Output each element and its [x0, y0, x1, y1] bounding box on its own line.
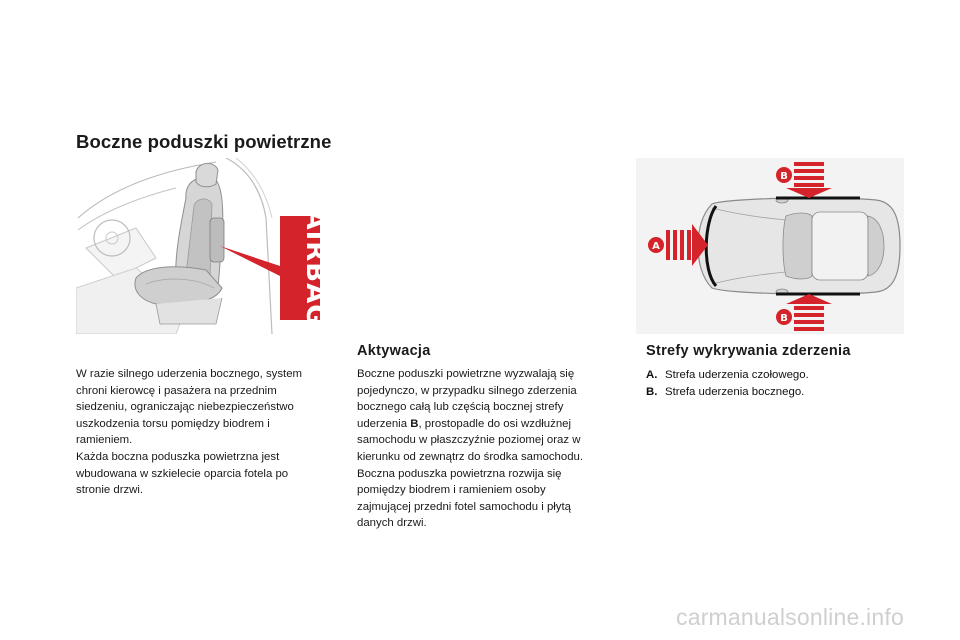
activation-text: uderzenia [357, 417, 411, 430]
activation-line: Boczna poduszka powietrzna rozwija się [357, 467, 562, 480]
zone-b-reference: B [410, 417, 419, 430]
seat-airbag-illustration [76, 158, 332, 334]
zones-list [646, 367, 809, 400]
activation-heading: Aktywacja [357, 343, 431, 359]
zone-b-bottom-badge: B [780, 313, 788, 324]
activation-paragraph [357, 366, 619, 532]
car-zones-illustration [636, 158, 904, 334]
zone-key: A. [646, 369, 658, 381]
zones-heading: Strefy wykrywania zderzenia [646, 343, 851, 359]
intro-line: stronie drzwi. [76, 484, 144, 497]
activation-line: danych drzwi. [357, 517, 427, 530]
intro-paragraph [76, 366, 338, 499]
zone-key: B. [646, 385, 658, 398]
intro-line: ramieniem. [76, 434, 133, 447]
intro-line: chroni kierowcę i pasażera na przednim [76, 384, 277, 397]
zone-b-top-badge: B [780, 171, 788, 182]
list-item [646, 367, 809, 384]
zone-text: Strefa uderzenia czołowego. [665, 369, 809, 381]
activation-line: pojedynczo, w przypadku silnego zderzenia [357, 384, 577, 397]
page-title: Boczne poduszki powietrzne [76, 131, 332, 152]
zone-text: Strefa uderzenia bocznego. [665, 385, 805, 398]
watermark: carmanualsonline.info [676, 604, 904, 630]
list-item [646, 384, 809, 401]
intro-line: W razie silnego uderzenia bocznego, system [76, 368, 303, 380]
activation-line: kierunku od zewnątrz do środka samochodu. [357, 450, 584, 463]
activation-line: bocznego całą lub częścią bocznej strefy [357, 401, 564, 414]
activation-line: zajmującej przedni fotel samochodu i płytą [357, 500, 572, 513]
activation-line: pomiędzy biodrem i ramieniem osoby [357, 484, 546, 497]
activation-line [357, 416, 619, 433]
airbag-label: AIRBAG [300, 209, 330, 327]
intro-line: siedzeniu, ograniczając niebezpieczeństwo [76, 401, 294, 414]
intro-line: Każda boczna poduszka powietrzna jest [76, 450, 280, 463]
activation-line: samochodu w płaszczyźnie poziomej oraz w [357, 434, 581, 447]
zone-a-badge: A [652, 241, 660, 252]
activation-line: Boczne poduszki powietrzne wyzwalają się [357, 368, 575, 380]
intro-line: wbudowana w szkielecie oparcia fotela po [76, 467, 289, 480]
intro-line: uszkodzenia torsu pomiędzy biodrem i [76, 417, 270, 430]
activation-text: , prostopadle do osi wzdłużnej [418, 417, 572, 430]
